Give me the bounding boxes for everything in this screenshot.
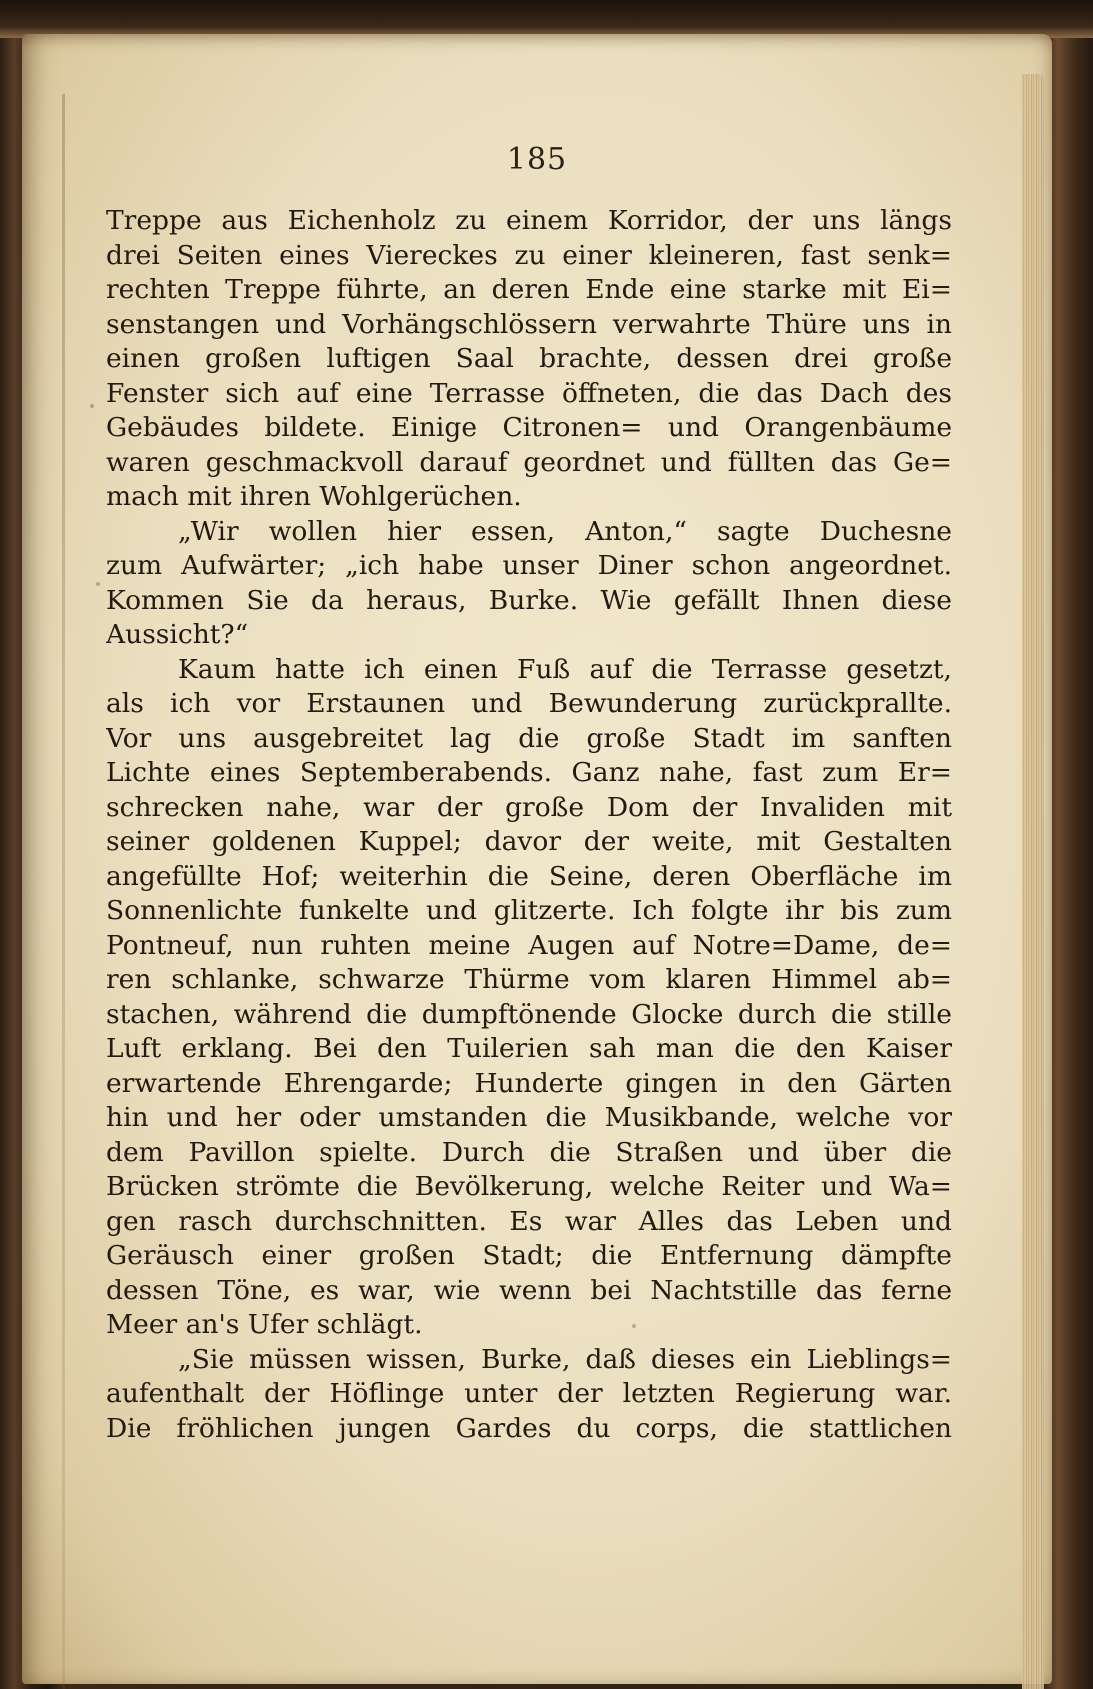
text-line: Geräusch einer großen Stadt; die Entfernung dämpfte — [106, 1240, 952, 1271]
text-line: senstangen und Vorhängschlössern verwahrte Thüre uns in — [106, 308, 952, 340]
text-line: als ich vor Erstaunen und Bewunderung zurückprallte. — [106, 688, 952, 719]
text-line: zum Aufwärter; „ich habe unser Diner schon angeordnet. — [106, 550, 952, 581]
text-line: Sonnenlichte funkelte und glitzerte. Ich folgte ihr bis zum — [106, 895, 952, 926]
text-line: Vor uns ausgebreitet lag die große Stadt im sanften — [106, 722, 952, 754]
text-line: einen großen luftigen Saal brachte, dessen drei große — [106, 343, 952, 374]
page-stack-edge — [1022, 74, 1044, 1689]
paper-speck — [96, 582, 100, 586]
text-line: „Sie müssen wissen, Burke, daß dieses ein Lieblings= — [178, 1343, 952, 1375]
text-line: rechten Treppe führte, an deren Ende eine starke mit Ei= — [106, 274, 952, 305]
text-line: Pontneuf, nun ruhten meine Augen auf Notre=Dame, de= — [106, 929, 952, 961]
text-line: aufenthalt der Höflinge unter der letzten Regierung war. — [106, 1378, 952, 1409]
text-line: drei Seiten eines Viereckes zu einer kleineren, fast senk= — [106, 239, 952, 271]
text-line: Kommen Sie da heraus, Burke. Wie gefällt Ihnen diese — [106, 584, 952, 616]
text-line: Die fröhlichen jungen Gardes du corps, die stattlichen — [106, 1412, 952, 1444]
text-line: seiner goldenen Kuppel; davor der weite, mit Gestalten — [106, 826, 952, 857]
text-line: Aussicht?“ — [106, 619, 249, 650]
text-line: erwartende Ehrengarde; Hunderte gingen in den Gärten — [106, 1067, 952, 1099]
book-cover-edge — [0, 0, 1093, 38]
text-line: Meer an's Ufer schlägt. — [106, 1309, 423, 1340]
gutter-shadow — [62, 94, 65, 1689]
text-line: dessen Töne, es war, wie wenn bei Nachtstille das ferne — [106, 1274, 952, 1306]
text-line: schrecken nahe, war der große Dom der Invaliden mit — [106, 791, 952, 823]
text-line: Treppe aus Eichenholz zu einem Korridor, der uns längs — [106, 205, 952, 236]
text-line: angefüllte Hof; weiterhin die Seine, deren Oberfläche im — [106, 860, 952, 892]
text-line: waren geschmackvoll darauf geordnet und füllten das Ge= — [106, 446, 952, 478]
text-line: ren schlanke, schwarze Thürme vom klaren Himmel ab= — [106, 964, 952, 995]
text-line: Fenster sich auf eine Terrasse öffneten, die das Dach des — [106, 377, 952, 409]
book-page — [22, 34, 1052, 1684]
text-line: Brücken strömte die Bevölkerung, welche Reiter und Wa= — [106, 1171, 952, 1202]
body-text — [106, 204, 952, 1446]
text-line: stachen, während die dumpftönende Glocke durch die stille — [106, 998, 952, 1030]
paper-speck — [90, 404, 94, 408]
text-line: Lichte eines Septemberabends. Ganz nahe, fast zum Er= — [106, 757, 952, 788]
page-number: 185 — [506, 142, 568, 177]
text-line: mach mit ihren Wohlgerüchen. — [106, 481, 522, 512]
text-line: Luft erklang. Bei den Tuilerien sah man die den Kaiser — [106, 1033, 952, 1064]
text-line: „Wir wollen hier essen, Anton,“ sagte Duchesne — [178, 515, 952, 547]
text-line: Gebäudes bildete. Einige Citronen= und Orangenbäume — [106, 412, 952, 443]
text-line: gen rasch durchschnitten. Es war Alles das Leben und — [106, 1205, 952, 1237]
paper-speck — [632, 1324, 636, 1328]
text-line: Kaum hatte ich einen Fuß auf die Terrasse gesetzt, — [178, 653, 952, 685]
text-line: dem Pavillon spielte. Durch die Straßen und über die — [106, 1136, 952, 1168]
text-line: hin und her oder umstanden die Musikbande, welche vor — [106, 1102, 952, 1133]
